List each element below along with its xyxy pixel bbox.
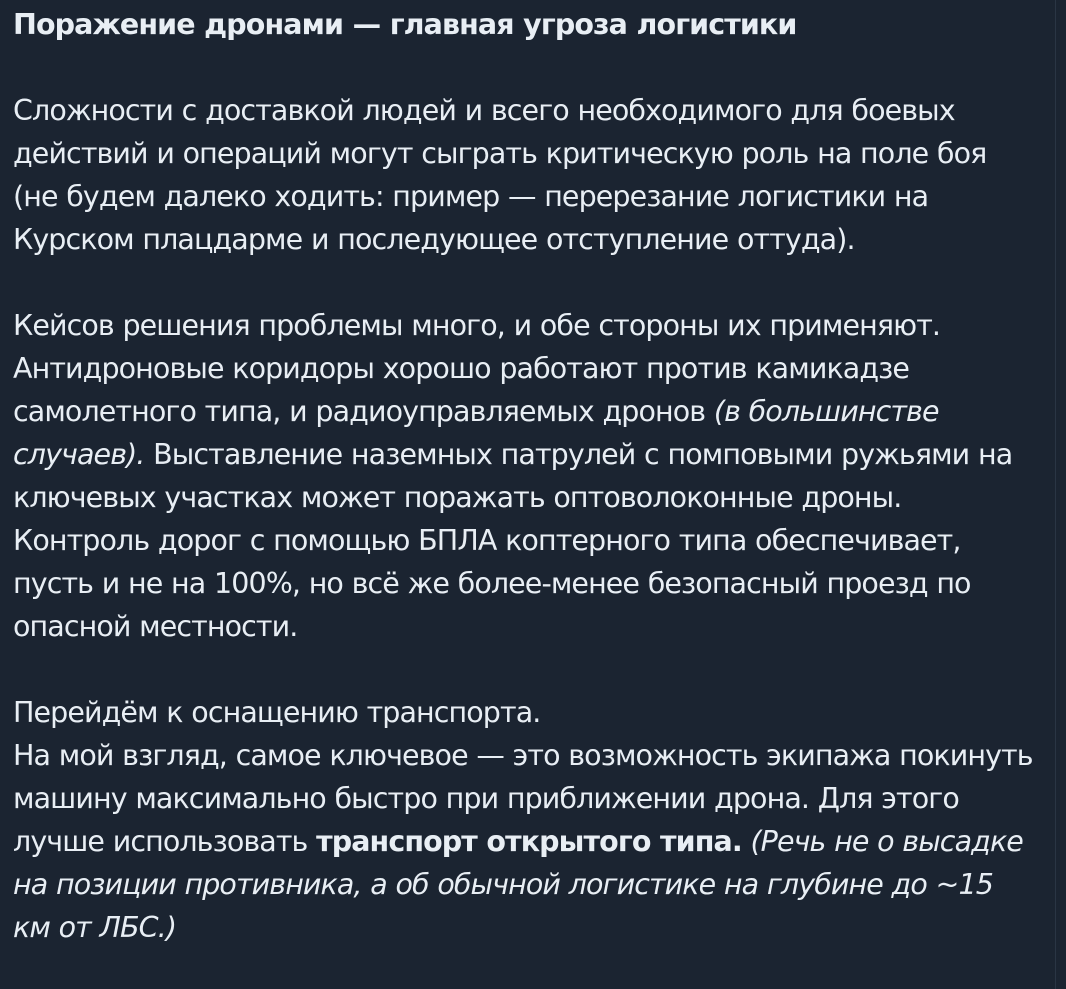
- paragraph-3: [13, 734, 1035, 949]
- paragraph-3-bold: транспорт открытого типа.: [316, 825, 742, 858]
- paragraph-2: [13, 304, 1035, 648]
- paragraph-3-text-a: На мой взгляд, самое ключевое — это возможность экипажа покинуть машину максимально быстро при приближении дрона. Для этого лучше использовать: [13, 739, 1033, 858]
- paragraph-2-text-b: Выставление наземных патрулей с помповыми ружьями на ключевых участках может поражать оптоволоконные дроны. Контроль дорог с помощью БПЛА коптерного типа обеспечивает, пусть и не на 100%, но всё же более-менее безопасный проезд по опасной местности.: [13, 438, 1013, 643]
- paragraph-spacer: [13, 261, 1035, 304]
- paragraph-spacer: [13, 648, 1035, 691]
- paragraph-2-text-a: Кейсов решения проблемы много, и обе стороны их применяют. Антидроновые коридоры хорошо работают против камикадзе самолетного типа, и радиоуправляемых дронов: [13, 309, 941, 428]
- paragraph-1-aside: (не будем далеко ходить: пример — перерезание логистики на Курском плацдарме и последующее отступление оттуда).: [13, 180, 929, 256]
- post-title: Поражение дронами — главная угроза логистики: [13, 8, 797, 41]
- paragraph-3-lead: Перейдём к оснащению транспорта.: [13, 696, 541, 729]
- paragraph-3-italic: (Речь не о высадке на позиции противника, а об обычной логистике на глубине до ~15 км от ЛБС.): [13, 825, 1023, 944]
- paragraph-2-italic: (в большинстве случаев).: [13, 395, 939, 471]
- paragraph-1-text: Сложности с доставкой людей и всего необходимого для боевых действий и операций могут сыграть критическую роль на поле боя: [13, 94, 987, 170]
- paragraph-spacer: [13, 46, 1035, 89]
